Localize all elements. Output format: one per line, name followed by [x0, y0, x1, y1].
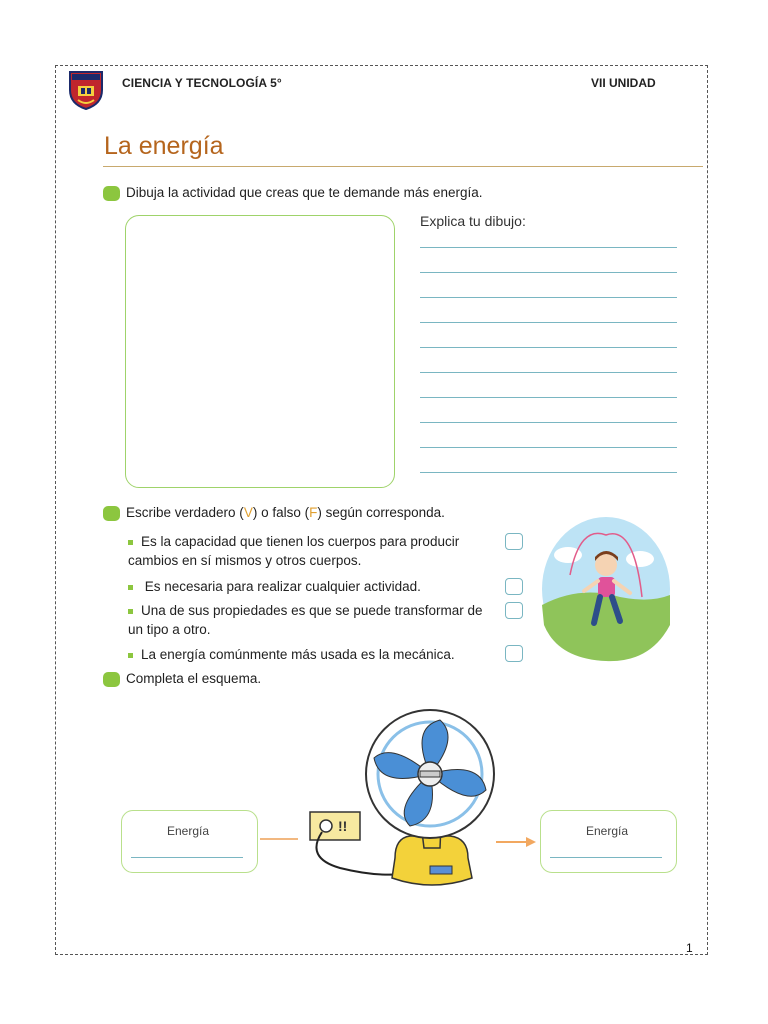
section-bullet-icon: [103, 506, 120, 521]
energy-input-box[interactable]: [121, 810, 258, 873]
girl-jumping-rope-illustration: [540, 515, 672, 663]
list-bullet-icon: [128, 585, 133, 590]
answer-line[interactable]: [420, 422, 677, 423]
drawing-area[interactable]: [125, 215, 395, 488]
section1-instruction: Dibuja la actividad que creas que te demande más energía.: [126, 185, 483, 200]
answer-checkbox[interactable]: [505, 533, 523, 550]
f-letter: F: [309, 505, 318, 520]
header-unit: VII UNIDAD: [591, 76, 656, 90]
answer-line[interactable]: [420, 322, 677, 323]
title-divider: [103, 166, 703, 167]
svg-text:!!: !!: [338, 818, 348, 834]
answer-checkbox[interactable]: [505, 645, 523, 662]
statement-item: Una de sus propiedades es que se puede transformar de un tipo a otro.: [128, 603, 483, 637]
list-bullet-icon: [128, 609, 133, 614]
answer-line[interactable]: [420, 297, 677, 298]
list-bullet-icon: [128, 653, 133, 658]
energy-input-line[interactable]: [131, 857, 243, 858]
answer-line[interactable]: [420, 447, 677, 448]
electric-fan-illustration: [300, 708, 500, 898]
statement-item: Es necesaria para realizar cualquier actividad.: [128, 577, 498, 596]
statement-item: La energía comúnmente más usada es la mecánica.: [128, 645, 498, 664]
section3-instruction: Completa el esquema.: [126, 671, 262, 686]
connector-line: [260, 836, 300, 842]
school-crest-icon: [68, 70, 104, 110]
list-bullet-icon: [128, 540, 133, 545]
section2-instruction: Escribe verdadero (V) o falso (F) según corresponda.: [126, 505, 445, 520]
page-number: 1: [686, 941, 693, 955]
page-title: La energía: [104, 132, 224, 160]
explain-label: Explica tu dibujo:: [420, 213, 526, 229]
energy-output-line[interactable]: [550, 857, 662, 858]
statement-item: Es la capacidad que tienen los cuerpos para producir cambios en sí mismos y otros cuerpos.: [128, 534, 460, 568]
arrow-right-icon: [496, 836, 538, 848]
energy-input-label: Energía: [167, 824, 210, 838]
answer-line[interactable]: [420, 372, 677, 373]
answer-checkbox[interactable]: [505, 602, 523, 619]
answer-line[interactable]: [420, 247, 677, 248]
v-letter: V: [243, 505, 253, 520]
section-bullet-icon: [103, 672, 120, 687]
section-bullet-icon: [103, 186, 120, 201]
energy-output-box[interactable]: [540, 810, 677, 873]
answer-line[interactable]: [420, 397, 677, 398]
header-subject: CIENCIA Y TECNOLOGÍA 5°: [122, 76, 282, 90]
answer-checkbox[interactable]: [505, 578, 523, 595]
energy-output-label: Energía: [586, 824, 629, 838]
answer-line[interactable]: [420, 272, 677, 273]
answer-line[interactable]: [420, 472, 677, 473]
answer-line[interactable]: [420, 347, 677, 348]
